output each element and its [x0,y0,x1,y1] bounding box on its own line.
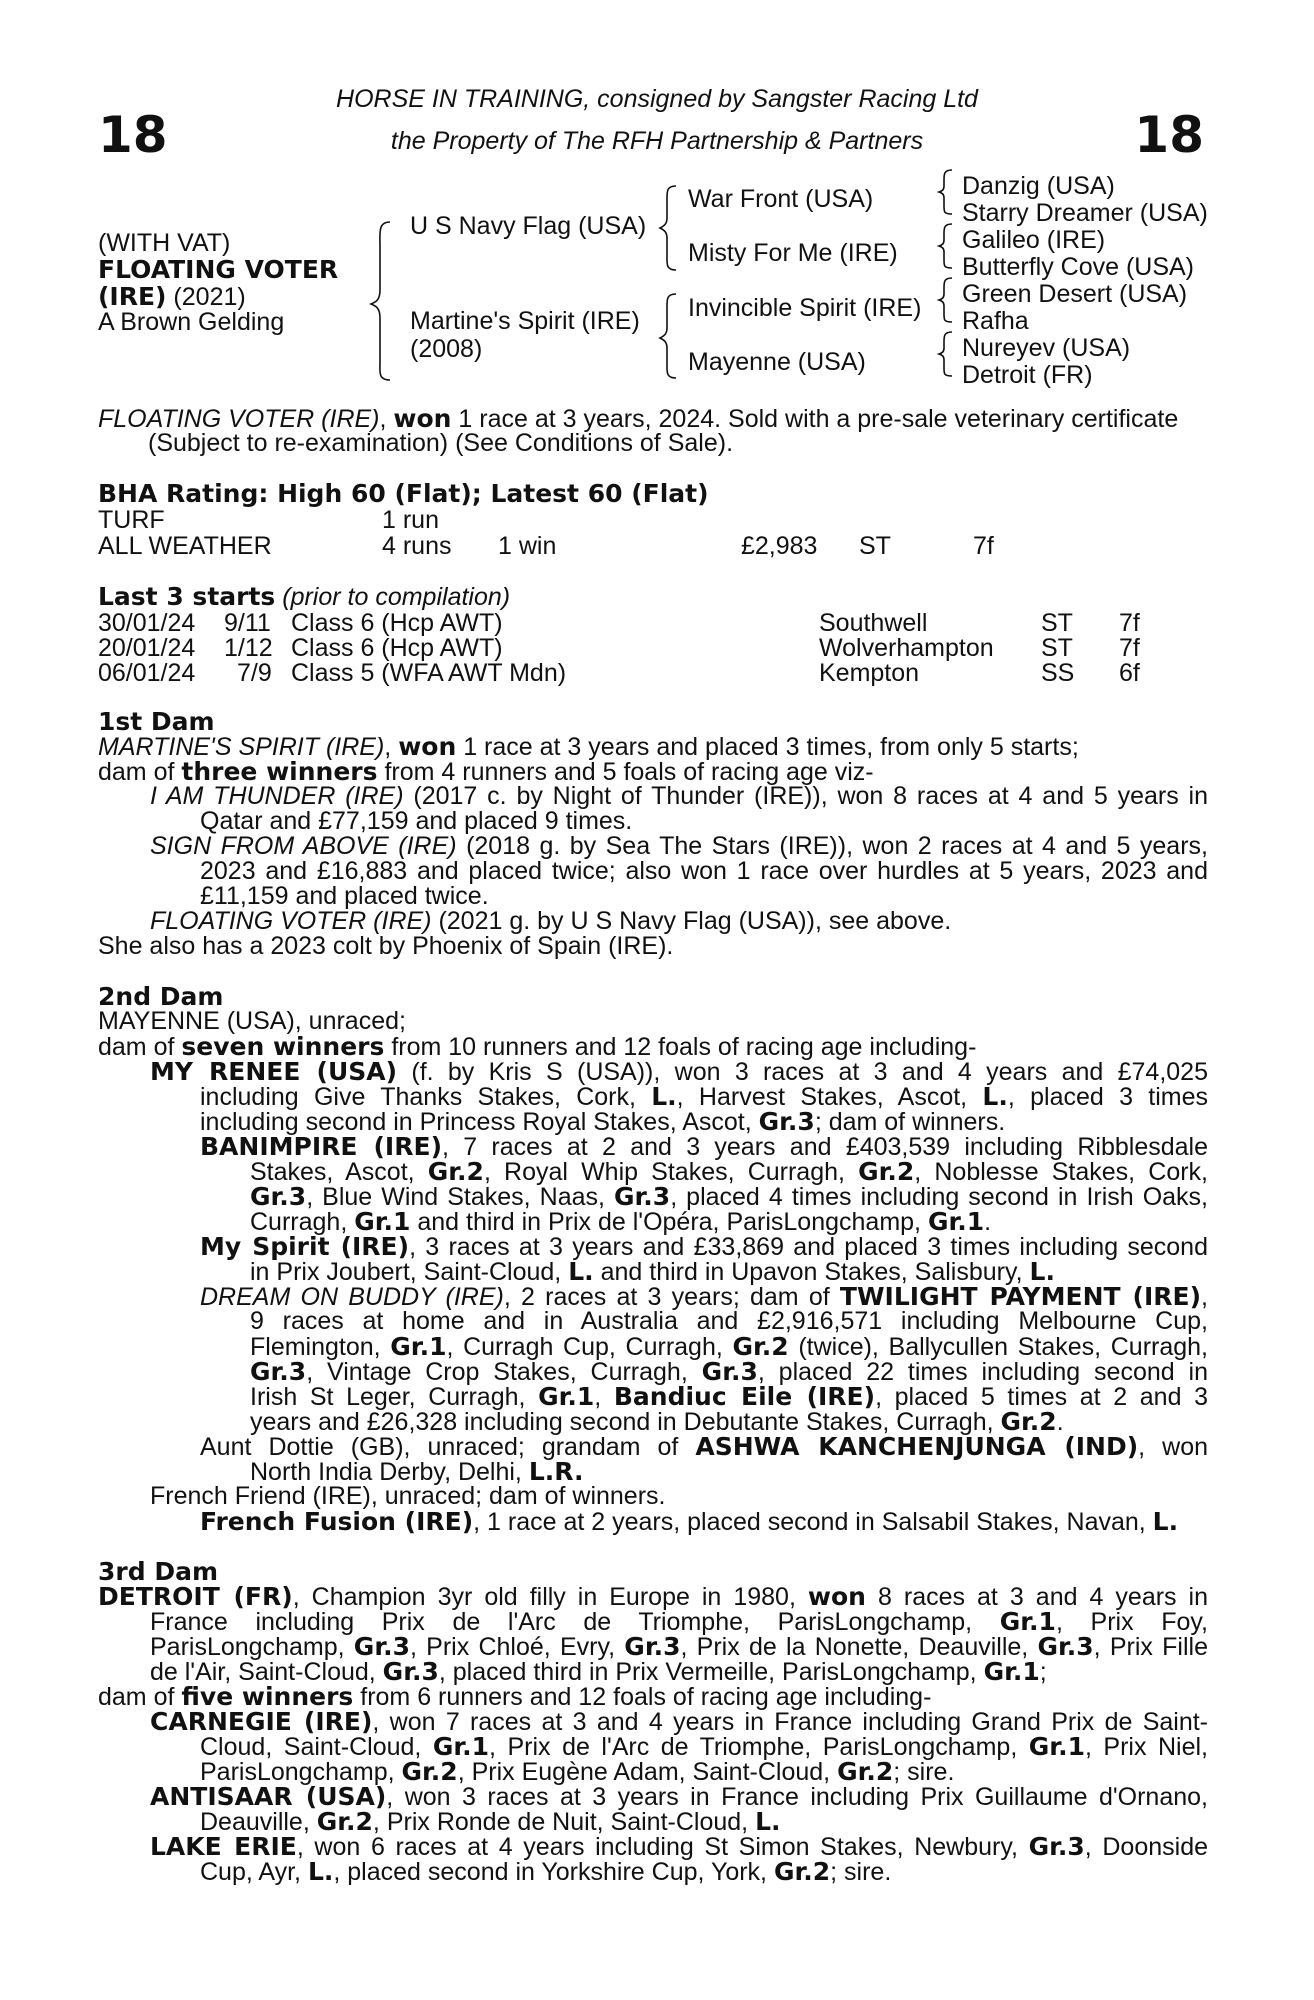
second-dam-line: BANIMPIRE (IRE), 7 races at 2 and 3 years and £403,539 including Ribblesdale [200,1132,1208,1161]
summary-won: won [393,404,452,433]
third-dam-line: LAKE ERIE, won 6 races at 4 years including St Simon Stakes, Newbury, Gr.3, Doonside [150,1832,1208,1861]
pedigree-dam-dam: Mayenne (USA) [688,348,866,376]
first-dam-line: £11,159 and placed twice. [200,882,489,910]
pedigree-dam-year: (2008) [410,335,483,363]
second-dam-line: Flemington, Gr.1, Curragh Cup, Curragh, Gr.2 (twice), Ballycullen Stakes, Curragh, [250,1332,1209,1361]
rating-surface: TURF [98,506,165,534]
third-dam-line: de l'Air, Saint-Cloud, Gr.3, placed third in Prix Vermeille, ParisLongchamp, Gr.1; [150,1657,1047,1686]
summary-line-1: FLOATING VOTER (IRE), won 1 race at 3 years, 2024. Sold with a pre-sale veterinary certificate [98,404,1179,433]
property-line: the Property of The RFH Partnership & Partners [390,127,924,155]
second-dam-heading: 2nd Dam [98,982,224,1011]
first-dam-heading: 1st Dam [98,707,215,736]
pedigree-dam-sire: Invincible Spirit (IRE) [688,294,922,322]
rating-runs: 4 runs [382,532,452,560]
second-dam-line: dam of seven winners from 10 runners and 12 foals of racing age including- [98,1032,977,1061]
rating-heading: BHA Rating: High 60 (Flat); Latest 60 (Flat) [98,479,709,508]
pedigree-ggp-8: Detroit (FR) [962,361,1093,389]
pedigree-ggp-5: Green Desert (USA) [962,280,1188,308]
starts-heading: Last 3 starts (prior to compilation) [98,582,511,611]
second-dam-line: 9 races at home and in Australia and £2,916,571 including Melbourne Cup, [250,1307,1208,1335]
second-dam-line: Curragh, Gr.1 and third in Prix de l'Opéra, ParisLongchamp, Gr.1. [250,1207,992,1236]
first-dam-line: She also has a 2023 colt by Phoenix of Spain (IRE). [98,932,674,960]
pedigree-ggp-3: Galileo (IRE) [962,226,1106,254]
second-dam-line: Stakes, Ascot, Gr.2, Royal Whip Stakes, Curragh, Gr.2, Noblesse Stakes, Cork, [250,1157,1208,1186]
third-dam-line: Deauville, Gr.2, Prix Ronde de Nuit, Saint-Cloud, L. [200,1807,781,1836]
pedigree-ggp-7: Nureyev (USA) [962,334,1131,362]
third-dam-line: CARNEGIE (IRE), won 7 races at 3 and 4 years in France including Grand Prix de Saint- [150,1707,1209,1736]
consignor-line: HORSE IN TRAINING, consigned by Sangster Racing Ltd [336,85,978,113]
rating-course: ST [859,532,891,560]
third-dam-line: DETROIT (FR), Champion 3yr old filly in Europe in 1980, won 8 races at 3 and 4 years in [98,1582,1209,1611]
third-dam-line: ANTISAAR (USA), won 3 races at 3 years in France including Prix Guillaume d'Ornano, [150,1782,1208,1811]
second-dam-line: DREAM ON BUDDY (IRE), 2 races at 3 years; dam of TWILIGHT PAYMENT (IRE), [200,1282,1208,1311]
third-dam-line: Cloud, Saint-Cloud, Gr.1, Prix de l'Arc de Triomphe, ParisLongchamp, Gr.1, Prix Niel, [200,1732,1209,1761]
second-dam-line: French Friend (IRE), unraced; dam of winners. [150,1482,666,1510]
second-dam-line: Irish St Leger, Curragh, Gr.1, Bandiuc Eile (IRE), placed 5 times at 2 and 3 [250,1382,1208,1411]
first-dam-line: 2023 and £16,883 and placed twice; also won 1 race over hurdles at 5 years, 2023 and [200,857,1208,885]
second-dam-line: MAYENNE (USA), unraced; [98,1007,406,1035]
second-dam-line: My Spirit (IRE), 3 races at 3 years and £33,869 and placed 3 times including second [200,1232,1208,1261]
second-dam-line: MY RENEE (USA) (f. by Kris S (USA)), won 3 races at 3 and 4 years and £74,025 [150,1057,1208,1086]
horse-year: (2021) [166,283,246,311]
second-dam-line: including Give Thanks Stakes, Cork, L., Harvest Stakes, Ascot, L., placed 3 times [200,1082,1209,1111]
second-dam-line: French Fusion (IRE), 1 race at 2 years, placed second in Salsabil Stakes, Navan, L. [200,1507,1179,1536]
summary-line-2: (Subject to re-examination) (See Conditions of Sale). [148,429,734,457]
third-dam-heading: 3rd Dam [98,1557,218,1586]
rating-wins: 1 win [498,532,557,560]
third-dam-line: France including Prix de l'Arc de Triomphe, ParisLongchamp, Gr.1, Prix Foy, [150,1607,1208,1636]
first-dam-line: Qatar and £77,159 and placed 9 times. [200,807,633,835]
second-dam-line: Gr.3, Vintage Crop Stakes, Curragh, Gr.3, placed 22 times including second in [250,1357,1208,1386]
second-dam-line: years and £26,328 including second in Debutante Stakes, Curragh, Gr.2. [250,1407,1064,1436]
rating-distance: 7f [973,532,994,560]
pedigree-ggp-4: Butterfly Cove (USA) [962,253,1195,281]
pedigree-ggp-1: Danzig (USA) [962,172,1115,200]
first-dam-line: dam of three winners from 4 runners and 5 foals of racing age viz- [98,757,874,786]
lot-number-right: 18 [1134,106,1204,164]
pedigree-sire-dam: Misty For Me (IRE) [688,239,898,267]
second-dam-line: North India Derby, Delhi, L.R. [250,1457,584,1486]
pedigree-sire-sire: War Front (USA) [688,185,874,213]
vat-note: (WITH VAT) [98,229,231,257]
rating-runs: 1 run [382,506,439,534]
horse-description: A Brown Gelding [98,308,285,336]
horse-name: FLOATING VOTER [98,255,339,284]
first-dam-line: I AM THUNDER (IRE) (2017 c. by Night of Thunder (IRE)), won 8 races at 4 and 5 years in [150,782,1208,810]
first-dam-line: SIGN FROM ABOVE (IRE) (2018 g. by Sea The Stars (IRE)), won 2 races at 4 and 5 years, [150,832,1208,860]
pedigree-ggp-2: Starry Dreamer (USA) [962,199,1208,227]
third-dam-line: dam of five winners from 6 runners and 12 foals of racing age including- [98,1682,932,1711]
second-dam-line: including second in Princess Royal Stakes, Ascot, Gr.3; dam of winners. [200,1107,1006,1136]
rating-prize: £2,983 [741,532,818,560]
second-dam-line: Aunt Dottie (GB), unraced; grandam of ASHWA KANCHENJUNGA (IND), won [200,1432,1208,1461]
pedigree-ggp-6: Rafha [962,307,1029,335]
first-dam-line: FLOATING VOTER (IRE) (2021 g. by U S Navy Flag (USA)), see above. [150,907,952,935]
pedigree-dam: Martine's Spirit (IRE) [410,307,640,335]
lot-number-left: 18 [98,106,168,164]
third-dam-line: ParisLongchamp, Gr.2, Prix Eugène Adam, Saint-Cloud, Gr.2; sire. [200,1757,955,1786]
third-dam-line: ParisLongchamp, Gr.3, Prix Chloé, Evry, Gr.3, Prix de la Nonette, Deauville, Gr.3, Prix Fille [150,1632,1208,1661]
summary-horse-name: FLOATING VOTER (IRE) [98,405,380,433]
first-dam-line: MARTINE'S SPIRIT (IRE), won 1 race at 3 years and placed 3 times, from only 5 starts; [98,732,1079,761]
pedigree-sire: U S Navy Flag (USA) [410,212,647,240]
rating-surface: ALL WEATHER [98,532,272,560]
second-dam-line: Gr.3, Blue Wind Stakes, Naas, Gr.3, placed 4 times including second in Irish Oaks, [250,1182,1209,1211]
horse-country: (IRE) [98,282,167,311]
third-dam-line: Cup, Ayr, L., placed second in Yorkshire Cup, York, Gr.2; sire. [200,1857,892,1886]
second-dam-line: in Prix Joubert, Saint-Cloud, L. and third in Upavon Stakes, Salisbury, L. [250,1257,1055,1286]
